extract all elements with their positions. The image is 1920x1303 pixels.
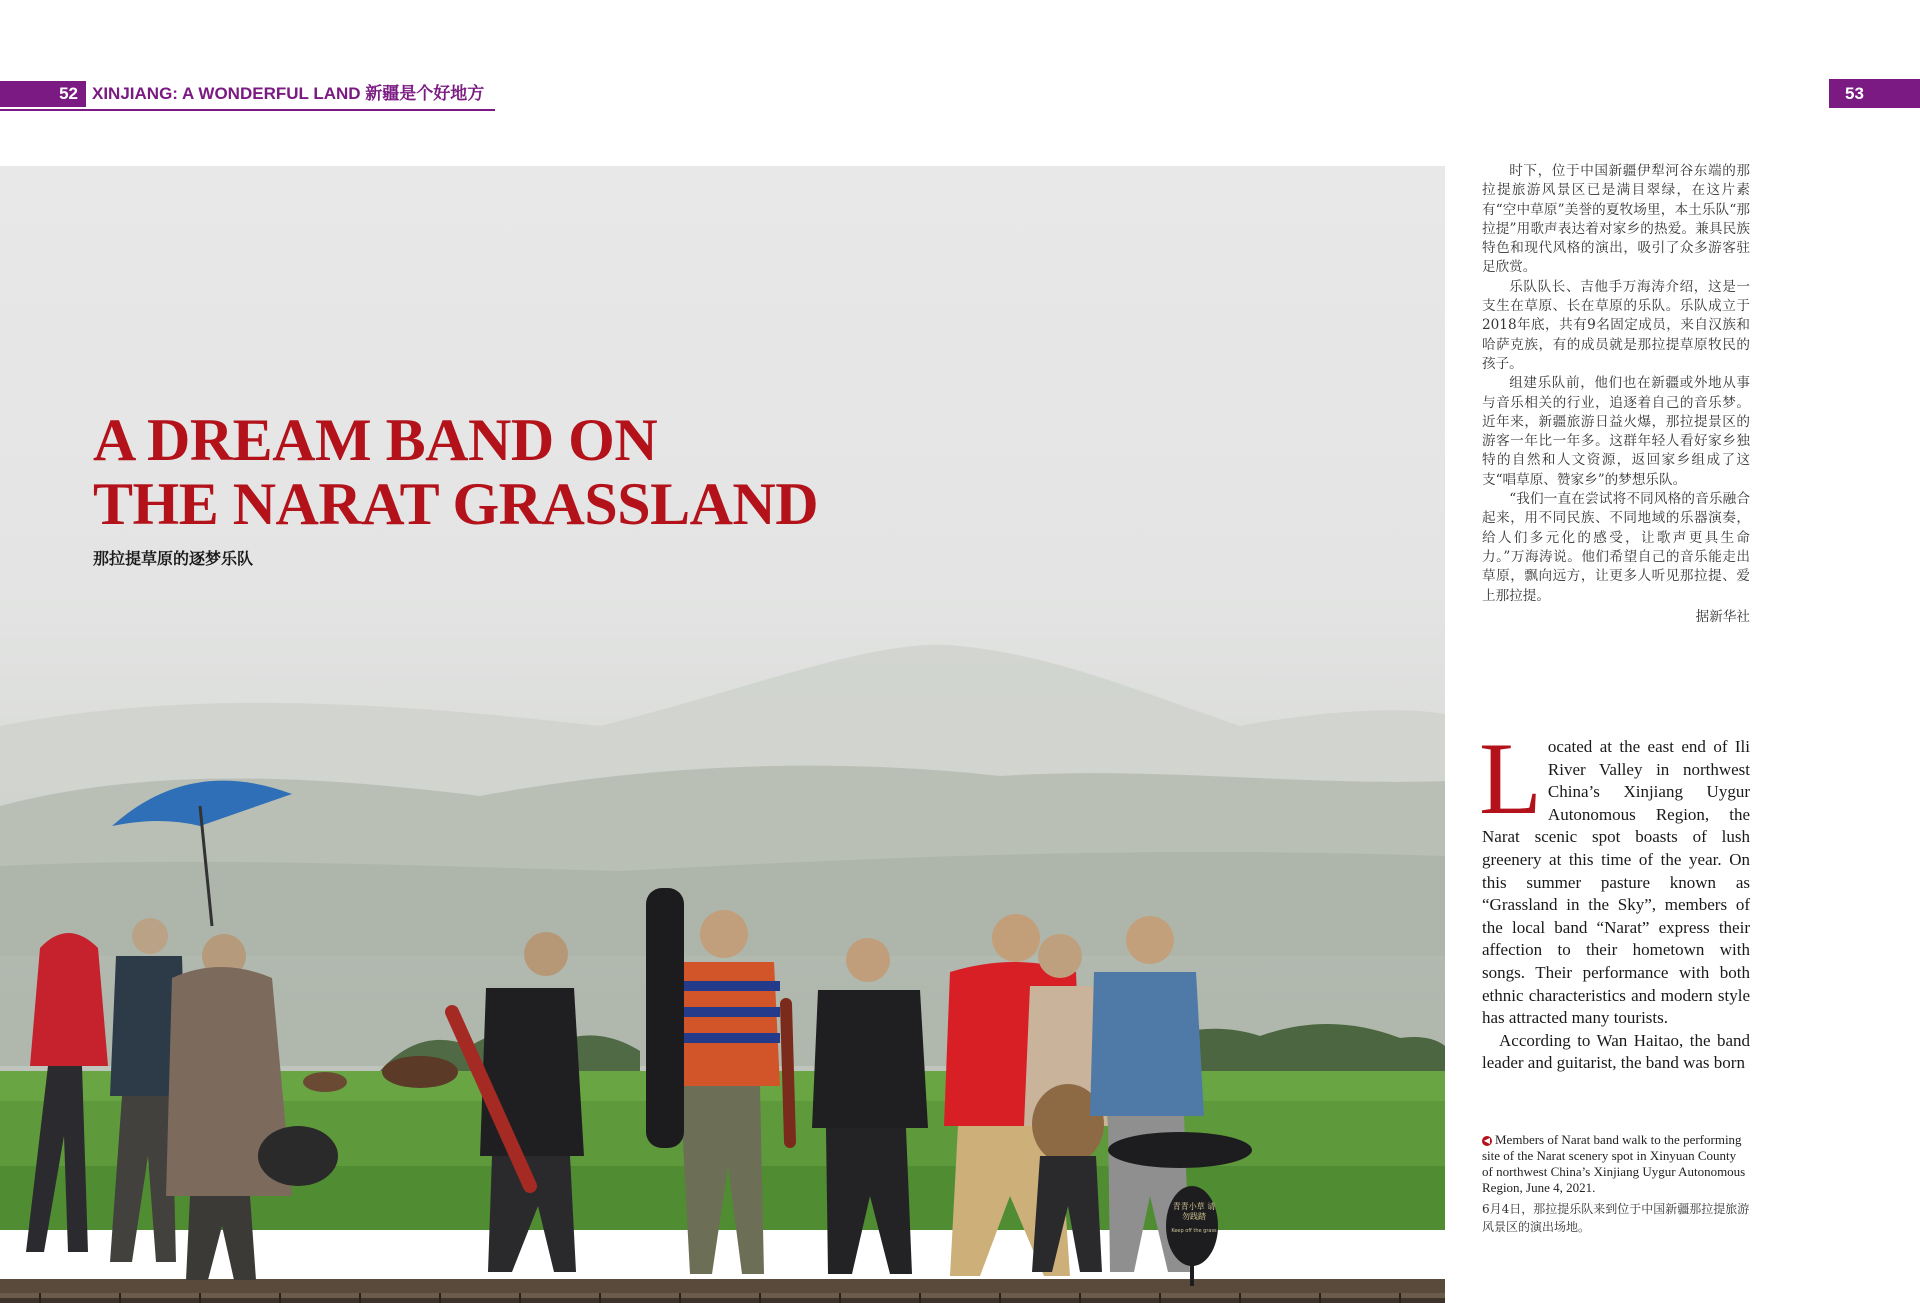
chinese-body-column (1482, 162, 1750, 627)
zh-paragraph: 时下，位于中国新疆伊犁河谷东端的那拉提旅游风景区已是满目翠绿，在这片素有“空中草原”美誉的夏牧场里，本土乐队“那拉提”用歌声表达着对家乡的热爱。兼具民族特色和现代风格的演出，吸引了众多游客驻足欣赏。 (1482, 163, 1750, 276)
caption-en (1482, 1132, 1750, 1196)
band-photo (0, 166, 1445, 1234)
article-title-line2: THE NARAT GRASSLAND (93, 471, 819, 537)
english-body-column (1479, 722, 1750, 1075)
article-subtitle-zh: 那拉提草原的逐梦乐队 (93, 549, 254, 568)
zh-paragraph: “我们一直在尝试将不同风格的音乐融合起来，用不同民族、不同地域的乐器演奏，给人们多元化的感受，让歌声更具生命力。”万海涛说。他们希望自己的音乐能走出草原，飘向远方，让更多人听见那拉提、爱上那拉提。 (1482, 491, 1750, 604)
drop-cap: L (1479, 722, 1542, 836)
running-head-title: XINJIANG: A WONDERFUL LAND 新疆是个好地方 (92, 84, 485, 103)
zh-byline: 据新华社 (1695, 608, 1750, 625)
keep-off-grass-sign: 青青小草 请勿践踏 (1172, 1202, 1216, 1221)
caption-en-text: Members of Narat band walk to the performing site of the Narat scenery spot in Xinyuan County of northwest China’s Xinjiang Uygur Autonomous Region, June 4, 2021. (1482, 1132, 1746, 1195)
page-number-left: 52 (0, 81, 86, 107)
arrow-left-icon: ◀ (1483, 1136, 1491, 1145)
en-paragraph (1479, 722, 1750, 1030)
keep-off-grass-sign-en: Keep off the grass (1171, 1228, 1217, 1234)
zh-paragraph: 乐队队长、吉他手万海涛介绍，这是一支生在草原、长在草原的乐队。乐队成立于2018年底，共有9名固定成员，来自汉族和哈萨克族，有的成员就是那拉提草原牧民的孩子。 (1482, 278, 1750, 372)
article-title-line1: A DREAM BAND ON (93, 407, 658, 473)
page-number-right: 53 (1829, 79, 1920, 108)
band-photo-illustration (0, 166, 1445, 1230)
header-rule (0, 109, 495, 111)
caption-zh: 6月4日，那拉提乐队来到位于中国新疆那拉提旅游风景区的演出场地。 (1482, 1202, 1750, 1234)
zh-paragraph: 组建乐队前，他们也在新疆或外地从事与音乐相关的行业，追逐着自己的音乐梦。近年来，新疆旅游日益火爆，那拉提景区的游客一年比一年多。这群年轻人看好家乡独特的自然和人文资源，返回家乡组成了这支“唱草原、赞家乡”的梦想乐队。 (1482, 375, 1750, 488)
en-paragraph: According to Wan Haitao, the band leader and guitarist, the band was born (1482, 1030, 1750, 1073)
article-title (93, 408, 853, 536)
photo-caption (1482, 1132, 1750, 1236)
en-paragraph-1-text: ocated at the east end of Ili River Valley in northwest China’s Xinjiang Uygur Autonomous Region, the Narat scenic spot boasts of lush greenery at this time of the year. On this summer pasture known as “Grassland in the Sky”, members of the local band “Narat” express their affection to their hometown with songs. Their performance with both ethnic characteristics and modern style has attracted many tourists. (1482, 737, 1750, 1028)
